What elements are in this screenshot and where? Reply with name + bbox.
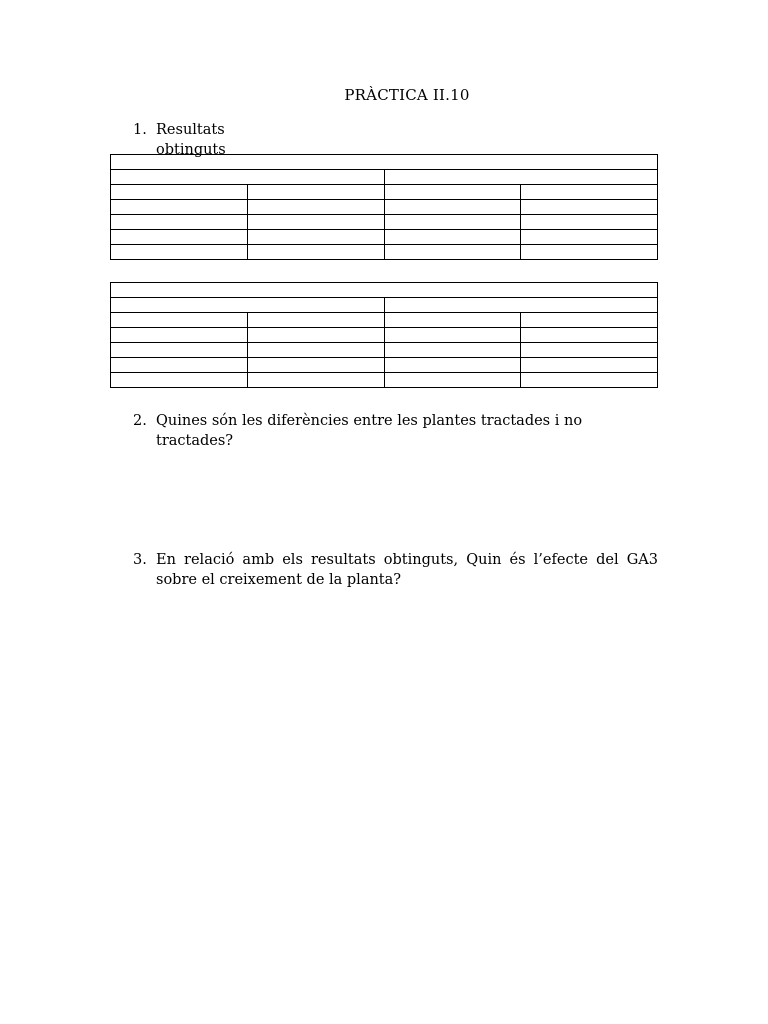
table-cell xyxy=(521,343,658,358)
table-row xyxy=(111,185,658,200)
table-row xyxy=(111,245,658,260)
question-3-number: 3. xyxy=(133,552,147,568)
table-cell xyxy=(384,245,521,260)
table-cell xyxy=(247,358,384,373)
question-1-number: 1. xyxy=(133,122,147,138)
question-2-number: 2. xyxy=(133,413,147,429)
table-cell xyxy=(111,170,385,185)
table-cell xyxy=(384,185,521,200)
table-cell xyxy=(111,185,248,200)
table-row xyxy=(111,200,658,215)
table-cell xyxy=(247,185,384,200)
table-row xyxy=(111,230,658,245)
table-cell xyxy=(384,298,658,313)
table-cell xyxy=(111,313,248,328)
table-cell xyxy=(111,358,248,373)
table-cell xyxy=(111,200,248,215)
table-cell xyxy=(247,230,384,245)
table-cell xyxy=(111,298,385,313)
table-row xyxy=(111,373,658,388)
table-cell xyxy=(247,373,384,388)
table-cell xyxy=(384,170,658,185)
results-table-1 xyxy=(110,154,658,260)
table-cell xyxy=(111,215,248,230)
table-cell xyxy=(111,155,658,170)
table-cell xyxy=(521,358,658,373)
table-cell xyxy=(111,328,248,343)
table-row xyxy=(111,343,658,358)
table-cell xyxy=(521,245,658,260)
table-cell xyxy=(247,343,384,358)
table-cell xyxy=(384,328,521,343)
table-cell xyxy=(384,343,521,358)
table-cell xyxy=(384,230,521,245)
table-subheader-row xyxy=(111,298,658,313)
table-cell xyxy=(384,215,521,230)
table-cell xyxy=(111,245,248,260)
table-cell xyxy=(521,328,658,343)
table-cell xyxy=(521,185,658,200)
table-cell xyxy=(384,358,521,373)
table-cell xyxy=(384,313,521,328)
table-cell xyxy=(247,245,384,260)
table-header-row xyxy=(111,155,658,170)
table-cell xyxy=(384,373,521,388)
table-cell xyxy=(384,200,521,215)
question-3-text: En relació amb els resultats obtinguts, Quin és l’efecte del GA3 sobre el creixement de la planta? xyxy=(156,552,658,588)
table-cell xyxy=(521,200,658,215)
table-cell xyxy=(521,215,658,230)
table-cell xyxy=(111,343,248,358)
table-cell xyxy=(247,200,384,215)
table-cell xyxy=(111,373,248,388)
table-cell xyxy=(247,313,384,328)
table-row xyxy=(111,313,658,328)
table-row xyxy=(111,328,658,343)
table-subheader-row xyxy=(111,170,658,185)
page-title: PRÀCTICA II.10 xyxy=(344,86,470,104)
question-2-text: Quines són les diferències entre les plantes tractades i no tractades? xyxy=(156,413,583,449)
question-1-text: Resultats obtinguts xyxy=(156,122,226,158)
table-cell xyxy=(521,373,658,388)
table-row xyxy=(111,358,658,373)
table-cell xyxy=(521,313,658,328)
table-cell xyxy=(247,215,384,230)
table-cell xyxy=(521,230,658,245)
table-row xyxy=(111,215,658,230)
table-cell xyxy=(111,230,248,245)
table-cell xyxy=(247,328,384,343)
results-table-2 xyxy=(110,282,658,388)
table-cell xyxy=(111,283,658,298)
table-header-row xyxy=(111,283,658,298)
